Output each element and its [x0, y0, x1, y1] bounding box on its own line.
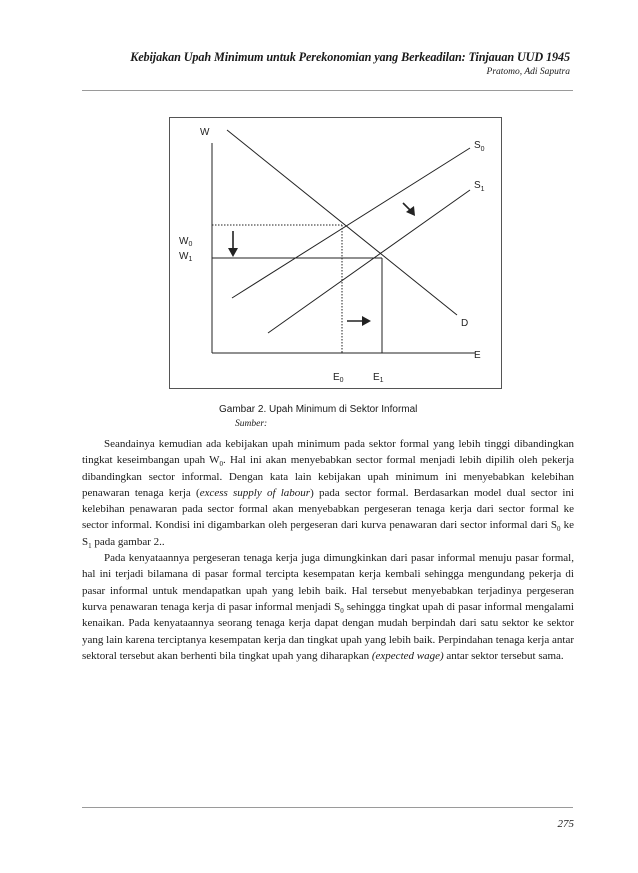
w0-label — [179, 236, 192, 248]
wage-down-arrow — [228, 231, 238, 257]
w1-label — [179, 251, 192, 263]
figure-caption: Gambar 2. Upah Minimum di Sektor Informal — [219, 404, 418, 415]
figure-source: Sumber: — [235, 419, 268, 429]
s0-label-sub: 0 — [480, 146, 485, 153]
p2-text-c: antar sektor tersebut sama. — [443, 649, 564, 662]
p1-text-a: Seandainya kemudian ada kebijakan upah minimum pada sektor formal yang lebih tinggi dibandingkan tingkat keseimbangan upah W — [82, 438, 574, 467]
running-header-author: Pratomo, Adi Saputra — [486, 67, 570, 77]
d-label: D — [461, 318, 469, 329]
header-rule — [82, 90, 573, 91]
labour-market-chart — [170, 118, 503, 390]
s1-label-main: S — [474, 180, 481, 191]
s0-label — [474, 140, 485, 153]
p2-text-b: sehingga tingkat upah di pasar informal mengalami kenaikan. Pada kenyataannya seorang tenaga kerja dapat dengan mudah berpindah dari satu sektor ke sektor yang lain karena terciptanya kesempatan kerja dan tingkat upah yang lebih baik. Perpindahan tenaga kerja antar sektoral tersebut akan berhenti bila tingkat upah yang diharapkan — [82, 600, 574, 662]
e0-label — [333, 372, 344, 384]
p2-sub: 0 — [340, 607, 344, 616]
e0-label-main: E — [333, 372, 340, 383]
p1-sub-1: 0 — [557, 525, 561, 534]
p2-text-a: Pada kenyataannya pergeseran tenaga kerja juga dimungkinkan dari pasar informal menuju pasar formal, hal ini terjadi bilamana di pasar formal tercipta kesempatan kerja kembali sehingga mengundang pekerja di pasar informal untuk mendapatkan upah yang lebih baik. Hal tersebut menyebabkan terjadinya pergeseran kurva penawaran tenaga kerja di pasar informal menjadi S — [82, 552, 574, 613]
s1-label — [474, 180, 485, 193]
w0-label-main: W — [179, 236, 189, 247]
e1-label-main: E — [373, 372, 380, 383]
figure-frame — [169, 117, 502, 389]
demand-curve — [227, 130, 457, 315]
p1-text-c: ) pada sector formal. Berdasarkan model dual sector ini kelebihan penawaran pada sector formal akan menyebabkan pergeseran tenaga kerja dari sector formal ke sector informal. Kondisi ini digambarkan oleh pergeseran dari kurva penawaran dari sector informal dari S — [82, 486, 574, 532]
p1-text-e: pada gambar 2.. — [91, 535, 165, 548]
e1-label — [373, 372, 384, 384]
supply-curve-s0 — [232, 148, 470, 298]
x-axis-label: E — [474, 350, 481, 361]
supply-shift-arrow — [403, 203, 415, 216]
p1-text-b: . Hal ini akan menyebabkan sector formal menjadi lebih dipilih oleh pekerja dibandingkan sector informal. Dengan kata lain kebijakan upah minimum ini menyebabkan kelebihan penawaran tenaga kerja ( — [82, 454, 575, 499]
p2-italic: (expected wage) — [371, 649, 444, 662]
s1-label-sub: 1 — [480, 186, 485, 193]
w0-label-sub: 0 — [188, 241, 193, 248]
y-axis-label: W — [200, 127, 210, 138]
e0-label-sub: 0 — [339, 377, 344, 384]
p1-italic: excess supply of labour — [199, 486, 311, 499]
footer-rule — [82, 807, 573, 808]
body-text — [82, 436, 574, 664]
p1-text-d: ke S — [82, 519, 574, 548]
employment-right-arrow — [347, 316, 371, 326]
p1-sub-0: 0 — [219, 460, 224, 469]
running-header-title: Kebijakan Upah Minimum untuk Perekonomian yang Berkeadilan: Tinjauan UUD 1945 — [130, 50, 570, 64]
e1-label-sub: 1 — [379, 377, 384, 384]
s0-label-main: S — [474, 140, 481, 151]
paragraph-1 — [82, 436, 574, 550]
w1-label-main: W — [179, 251, 189, 262]
paragraph-2 — [82, 550, 574, 664]
page-number: 275 — [557, 818, 574, 830]
p1-sub-2: 1 — [88, 541, 92, 550]
w1-label-sub: 1 — [188, 256, 193, 263]
